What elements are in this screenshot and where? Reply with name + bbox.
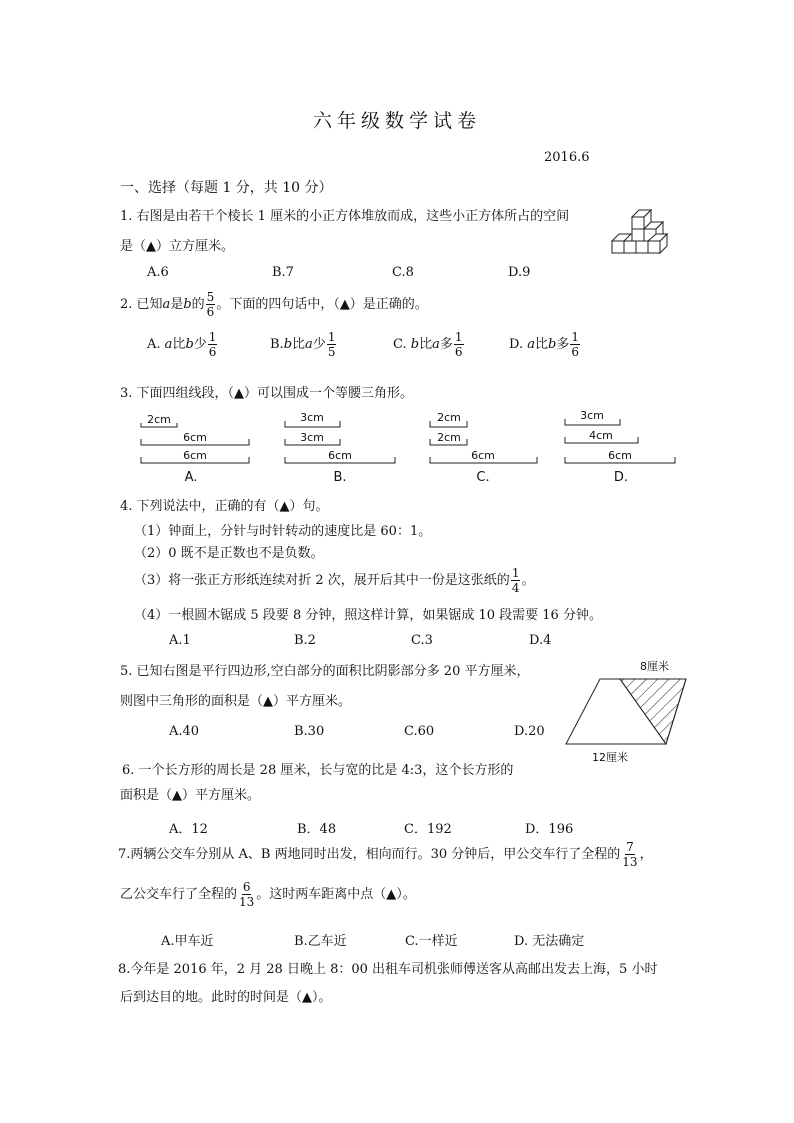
q5-option-a: A.40 bbox=[169, 724, 200, 739]
q7-option-a: A.甲车近 bbox=[161, 934, 214, 949]
q3-b-seg3: 6cm bbox=[328, 449, 352, 462]
q2-option-d: D. a比b多 $\frac{1}{6}$ bbox=[509, 330, 579, 359]
cube-stack-figure bbox=[608, 205, 674, 265]
q6-option-c: C．192 bbox=[404, 822, 452, 837]
q8-line2: 后到达目的地。此时的时间是（▲）。 bbox=[120, 990, 332, 1005]
q1-option-c: C.8 bbox=[392, 265, 414, 280]
q6-option-a: A．12 bbox=[169, 822, 208, 837]
q3-b-seg2: 3cm bbox=[300, 431, 324, 444]
q1-option-b: B.7 bbox=[272, 265, 294, 280]
q3-c-seg3: 6cm bbox=[471, 449, 495, 462]
q2-stem: 2. 已知a是b的 $\frac{5}{6}$ 。下面的四句话中，（▲）是正确的。 bbox=[120, 290, 428, 319]
q1-option-a: A.6 bbox=[147, 265, 169, 280]
q3-a-seg3: 6cm bbox=[183, 449, 207, 462]
q7-line1: 7.两辆公交车分别从 A、B 两地同时出发，相向而行。30 分钟后，甲公交车行了全程的 $\frac{7}{13}$ ， bbox=[118, 840, 653, 869]
q4-option-d: D.4 bbox=[529, 633, 552, 648]
q3-a-seg2: 6cm bbox=[183, 431, 207, 444]
q5-line2: 则图中三角形的面积是（▲）平方厘米。 bbox=[120, 694, 351, 709]
q3-segments-figure bbox=[135, 405, 680, 485]
q1-line1: 1. 右图是由若干个棱长 1 厘米的小正方体堆放而成，这些小正方体所占的空间 bbox=[120, 209, 570, 224]
q6-line2: 面积是（▲）平方厘米。 bbox=[120, 788, 260, 803]
q4-option-a: A.1 bbox=[169, 633, 191, 648]
q7-option-b: B.乙车近 bbox=[294, 934, 347, 949]
q3-c-label: C. bbox=[476, 470, 490, 485]
q6-line1: 6. 一个长方形的周长是 28 厘米，长与宽的比是 4:3，这个长方形的 bbox=[122, 763, 514, 778]
q7-option-c: C.一样近 bbox=[405, 934, 458, 949]
q3-b-label: B. bbox=[333, 470, 347, 485]
q1-line2: 是（▲）立方厘米。 bbox=[120, 239, 234, 254]
q4-option-c: C.3 bbox=[411, 633, 433, 648]
q3-d-seg3: 6cm bbox=[608, 449, 632, 462]
q6-option-d: D．196 bbox=[525, 822, 574, 837]
q2-option-a: A. a比b少 $\frac{1}{6}$ bbox=[147, 330, 217, 359]
page-title: 六年级数学试卷 bbox=[312, 110, 481, 132]
exam-date: 2016.6 bbox=[544, 150, 590, 165]
q6-option-b: B．48 bbox=[297, 822, 337, 837]
q7-option-d: D. 无法确定 bbox=[514, 934, 585, 949]
q3-d-seg1: 3cm bbox=[580, 409, 604, 422]
q5-option-c: C.60 bbox=[404, 724, 435, 739]
q3-d-seg2: 4cm bbox=[589, 429, 613, 442]
q5-line1: 5. 已知右图是平行四边形,空白部分的面积比阴影部分多 20 平方厘米， bbox=[120, 664, 530, 679]
q5-bottom-label: 12厘米 bbox=[592, 751, 628, 764]
q5-top-label: 8厘米 bbox=[640, 660, 669, 673]
q4-stem: 4. 下列说法中，正确的有（▲）句。 bbox=[120, 499, 329, 514]
q3-stem: 3. 下面四组线段，（▲）可以围成一个等腰三角形。 bbox=[120, 386, 414, 401]
q8-line1: 8.今年是 2016 年，2 月 28 日晚上 8：00 出租车司机张师傅送客从高邮出发去上海，5 小时 bbox=[118, 962, 658, 977]
q7-line2: 乙公交车行了全程的 $\frac{6}{13}$ 。这时两车距离中点（▲）。 bbox=[120, 880, 416, 909]
q2-option-c: C. b比a多 $\frac{1}{6}$ bbox=[393, 330, 463, 359]
q3-c-seg2: 2cm bbox=[437, 431, 461, 444]
q4-option-b: B.2 bbox=[294, 633, 316, 648]
parallelogram-figure bbox=[560, 652, 700, 767]
section-heading: 一、选择（每题 1 分，共 10 分） bbox=[120, 180, 333, 196]
q3-a-label: A. bbox=[184, 470, 198, 485]
q3-a-seg1: 2cm bbox=[147, 413, 171, 426]
q4-statement-1: （1）钟面上，分针与时针转动的速度比是 60：1。 bbox=[134, 524, 432, 539]
q3-c-seg1: 2cm bbox=[437, 411, 461, 424]
q3-b-seg1: 3cm bbox=[300, 411, 324, 424]
q4-statement-4: （4）一根圆木锯成 5 段要 8 分钟，照这样计算，如果锯成 10 段需要 16 分钟。 bbox=[134, 608, 602, 623]
q2-option-b: B.b比a少 $\frac{1}{5}$ bbox=[270, 330, 336, 359]
q3-d-label: D. bbox=[613, 470, 629, 485]
q4-statement-3: （3）将一张正方形纸连续对折 2 次，展开后其中一份是这张纸的 $\frac{1}{4}$ 。 bbox=[134, 566, 535, 595]
q1-option-d: D.9 bbox=[508, 265, 531, 280]
q5-option-b: B.30 bbox=[294, 724, 325, 739]
q4-statement-2: （2）0 既不是正数也不是负数。 bbox=[134, 546, 324, 561]
q5-option-d: D.20 bbox=[514, 724, 545, 739]
